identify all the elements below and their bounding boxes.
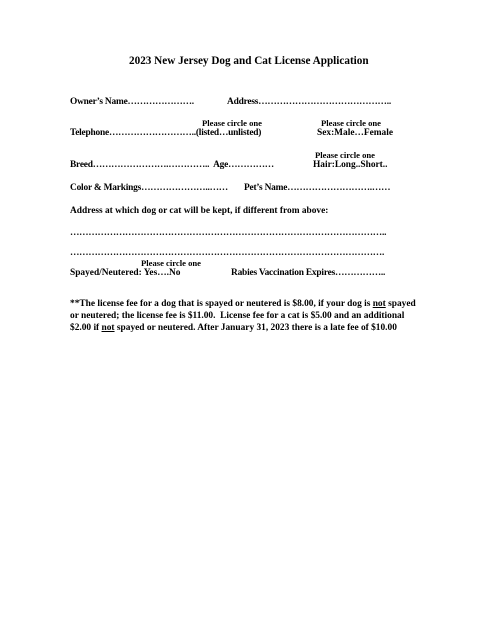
page-title: 2023 New Jersey Dog and Cat License Application: [129, 55, 369, 67]
circle-one-note-telephone: Please circle one: [202, 118, 262, 128]
fee-text: $2.00 if: [70, 323, 102, 333]
not-emphasis: not: [372, 299, 386, 309]
sex-field[interactable]: Sex:Male…Female: [317, 128, 394, 138]
fee-note-line-3: [70, 323, 397, 334]
pets-name-field[interactable]: Pet’s Name……………………….……: [244, 183, 391, 193]
hair-field[interactable]: Hair:Long..Short..: [313, 160, 388, 170]
spayed-neutered-field[interactable]: Spayed/Neutered: Yes….No: [70, 268, 181, 278]
not-emphasis: not: [101, 323, 115, 333]
circle-one-note-spayed: Please circle one: [141, 258, 201, 268]
circle-one-note-sex: Please circle one: [321, 118, 381, 128]
color-markings-field[interactable]: Color & Markings…………………..……: [70, 183, 228, 193]
fee-text: **The license fee for a dog that is spayed or neutered is $8.00, if your dog is: [70, 299, 373, 309]
breed-age-field[interactable]: Breed…………………….………….. Age……………: [70, 160, 274, 170]
fee-note-line-1: [70, 299, 416, 310]
circle-one-note-hair: Please circle one: [315, 150, 375, 160]
rabies-expiry-field[interactable]: Rabies Vaccination Expires……………..: [231, 268, 386, 278]
alt-address-line-2[interactable]: ………………………………………………………………………………………….: [70, 248, 385, 258]
fee-note-line-2: or neutered; the license fee is $11.00. License fee for a cat is $5.00 and an additional: [70, 311, 405, 321]
fee-text: spayed: [385, 299, 416, 309]
owners-name-field[interactable]: Owner’s Name………………….: [70, 97, 194, 107]
alt-address-label: Address at which dog or cat will be kept, if different from above:: [70, 206, 329, 216]
address-field[interactable]: Address……………………………………..: [227, 97, 391, 107]
fee-text: spayed or neutered. After January 31, 2023 there is a late fee of $10.00: [114, 323, 397, 333]
alt-address-line-1[interactable]: …………………………………………………………………………………………..: [70, 228, 387, 238]
telephone-field[interactable]: Telephone………………………..(listed…unlisted): [70, 128, 262, 138]
